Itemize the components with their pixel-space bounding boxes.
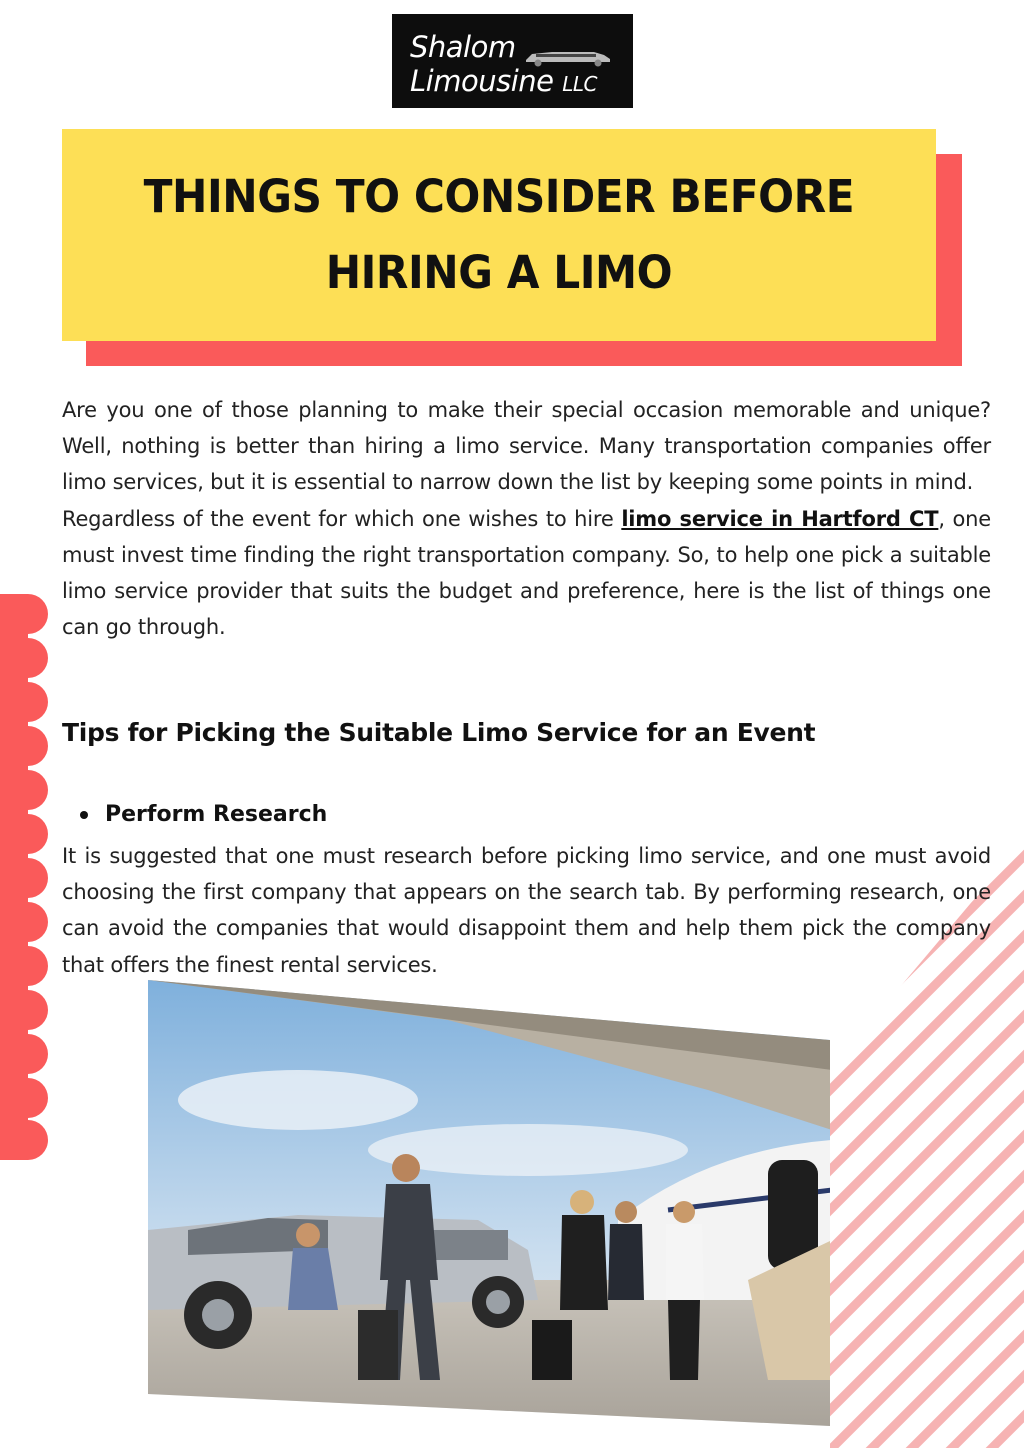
title-banner [62,129,936,341]
research-section [62,838,991,983]
logo-suffix: LLC [562,72,597,96]
intro-paragraph-2 [62,501,991,646]
brand-logo [392,14,633,108]
research-paragraph: It is suggested that one must research before picking limo service, and one must avoid choosing the first company that appears on the search tab. By performing research, one can avoid the companies that would disappoint them and help them pick the company that offers the finest rental services. [62,844,991,977]
p2-text-before: Regardless of the event for which one wishes to hire [62,506,622,531]
title-line-1: THINGS TO CONSIDER BEFORE [143,170,855,223]
bullet-label: Perform Research [105,802,328,827]
logo-line-2 [410,64,597,98]
tips-heading: Tips for Picking the Suitable Limo Service for an Event [62,718,816,747]
scalloped-decoration [0,594,52,1162]
p2-text-after: , one must invest time finding the right transportation company. So, to help one pick a suitable limo service provider that suits the budget and preference, here is the list of things one can go through. [62,506,991,640]
bullet-item-research [80,802,327,827]
limo-service-link[interactable]: limo service in Hartford CT [621,506,939,531]
page-title [144,159,854,311]
title-line-2: HIRING A LIMO [325,246,673,299]
limo-jet-photo [148,980,832,1426]
logo-line-1: Shalom [410,30,516,64]
bullet-dot-icon [80,811,88,819]
logo-word: Limousine [410,64,554,98]
intro-section [62,392,991,645]
intro-paragraph-1: Are you one of those planning to make their special occasion memorable and unique? Well, nothing is better than hiring a limo service. Many transportation companies offer limo services, but it is essential to narrow down the list by keeping some points in mind. [62,398,991,495]
